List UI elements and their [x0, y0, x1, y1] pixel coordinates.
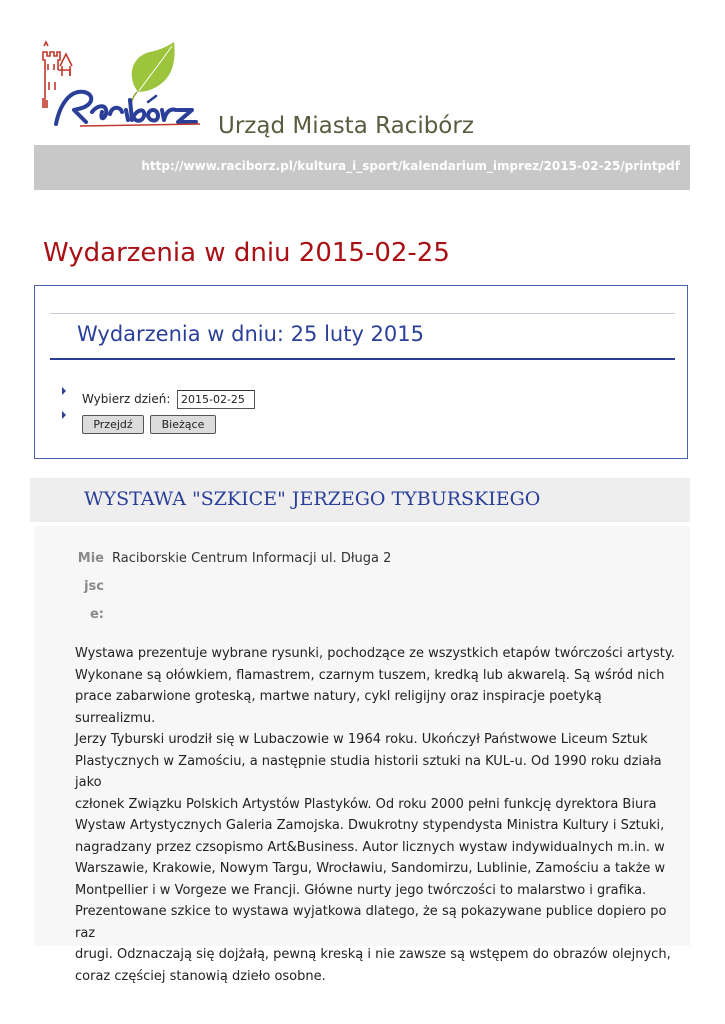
logo-graphic: [40, 40, 210, 132]
description-line: drugi. Odznaczają się dojżałą, pewną kreską i nie zawsze są wstępem do obrazów olejnych,: [75, 947, 671, 962]
description-line: Wykonane są ołówkiem, flamastrem, czarnym tuszem, kredką lub akwarelą. Są wśród nich: [75, 667, 665, 683]
calendar-heading: Wydarzenia w dniu: 25 luty 2015: [77, 322, 424, 346]
location-label-line: e:: [89, 607, 104, 622]
calendar-widget: [34, 285, 688, 459]
description-line: Jerzy Tyburski urodził się w Lubaczowie w 1964 roku. Ukończył Państwowe Liceum Sztuk: [75, 732, 648, 747]
location-label: [74, 545, 104, 629]
raciborz-logo[interactable]: [40, 40, 210, 132]
bullet-arrow-icon: [62, 387, 66, 395]
description-line: Prezentowane szkice to wystawa wyjatkowa dlatego, że są pokazywane publice dopiero po raz: [75, 904, 667, 941]
event-header: [30, 478, 690, 522]
description-line: członek Związku Polskich Artystów Plastyków. Od roku 2000 pełni funkcję dyrektora Biura: [75, 796, 657, 812]
location-label-line: jsc: [84, 579, 104, 594]
location-value: Raciborskie Centrum Informacji ul. Długa 2: [112, 551, 392, 566]
day-select-label: Wybierz dzień:: [82, 392, 171, 406]
heading-underline: [50, 358, 675, 360]
description-line: Montpellier i w Vorgeze we Francji. Główne nurty jego twórczości to malarstwo i grafika.: [75, 882, 647, 898]
event-title[interactable]: WYSTAWA "SZKICE" JERZEGO TYBURSKIEGO: [84, 488, 541, 510]
description-line: coraz częściej stanowią dzieło osobne.: [75, 968, 326, 984]
day-input[interactable]: [177, 390, 255, 409]
go-button[interactable]: Przejdź: [82, 415, 144, 434]
divider: [50, 313, 675, 314]
event-details: [34, 526, 690, 984]
description-line: Wystawa prezentuje wybrane rysunki, pochodzące ze wszystkich etapów twórczości artysty.: [75, 646, 675, 661]
event-description: [75, 643, 675, 987]
page-title: Wydarzenia w dniu 2015-02-25: [43, 238, 450, 268]
url-bar: [34, 145, 690, 190]
description-line: Warszawie, Krakowie, Nowym Targu, Wrocławiu, Sandomirzu, Lublinie, Zamościu a także w: [75, 861, 666, 876]
description-line: nagradzany przez czsopismo Art&Business. Autor licznych wystaw indywidualnych m.in. w: [75, 839, 665, 855]
current-day-button[interactable]: Bieżące: [150, 415, 216, 434]
description-line: Plastycznych w Zamościu, a następnie studia historii sztuki na KUL-u. Od 1990 roku działa jako: [75, 753, 662, 790]
organization-name: Urząd Miasta Racibórz: [218, 113, 474, 139]
page-url[interactable]: http://www.raciborz.pl/kultura_i_sport/kalendarium_imprez/2015-02-25/printpdf: [141, 159, 680, 173]
description-line: Wystaw Artystycznych Galeria Zamojska. Dwukrotny stypendysta Ministra Kultury i Sztuki,: [75, 818, 665, 833]
description-line: prace zabarwione groteską, martwe natury, cykl religijny oraz inspiracje poetyką surrealizmu.: [75, 689, 602, 726]
bullet-arrow-icon: [62, 411, 66, 419]
location-label-line: Mie: [77, 551, 104, 566]
